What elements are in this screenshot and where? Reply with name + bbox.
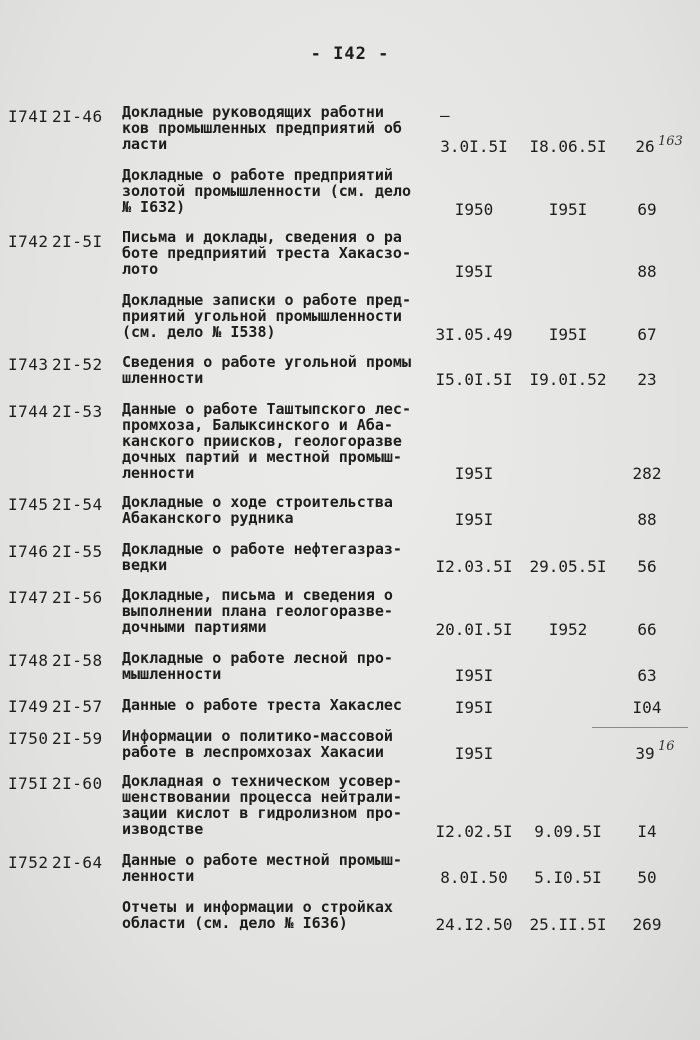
entry-sheet-count: 69 [637, 200, 657, 219]
entry-description: Докладные руководящих работни ков промышленных предприятий об ласти [122, 103, 402, 153]
entry-end-date: I95I [548, 325, 588, 344]
entry-number: I743 [8, 355, 49, 374]
entry-description: Письма и доклады, сведения о ра боте предприятий треста Хакасзо- лото [122, 228, 411, 278]
entry-start-date: 8.0I.50 [440, 868, 508, 887]
entry-sheet-count: 39 [635, 744, 655, 763]
entry-end-date: I95I [548, 200, 588, 219]
entry-description: Данные о работе местной промыш- ленности [122, 851, 402, 885]
entry-number: I746 [8, 542, 49, 561]
entry-description: Докладные, письма и сведения о выполнении плана геологоразве- дочными партиями [122, 586, 393, 636]
entry-number: I742 [8, 232, 49, 251]
entry-code: 2I-57 [52, 697, 103, 716]
entry-description: Докладные о работе нефтегазраз- ведки [122, 540, 402, 574]
entry-number: I750 [8, 729, 49, 748]
entry-number: I745 [8, 495, 49, 514]
entry-start-date: I5.0I.5I [435, 370, 513, 389]
entry-sheet-count: I4 [637, 822, 657, 841]
entry-description: Данные о работе Таштыпского лес- промхоза, Балыксинского и Аба- канского приисков, геологоразве дочных партий и местной промыш- ленности [122, 400, 411, 482]
entry-start-date: I2.03.5I [435, 557, 513, 576]
entry-sheet-count: 63 [637, 666, 657, 685]
entry-start-date: I95I [454, 262, 494, 281]
entry-sheet-count: 66 [637, 620, 657, 639]
entry-code: 2I-58 [52, 651, 103, 670]
entry-start-date: 24.I2.50 [435, 915, 513, 934]
entry-code: 2I-54 [52, 495, 103, 514]
entry-start-date: I95I [454, 666, 494, 685]
entry-start-date: 3.0I.5I [440, 137, 508, 156]
entry-code: 2I-64 [52, 853, 103, 872]
entry-start-date: 3I.05.49 [435, 325, 513, 344]
entry-end-date: 5.I0.5I [534, 868, 602, 887]
entry-code: 2I-56 [52, 588, 103, 607]
entry-description: Данные о работе треста Хакаслес [122, 696, 402, 714]
entry-code: 2I-53 [52, 402, 103, 421]
entry-start-date: I95I [454, 698, 494, 717]
entry-number: I747 [8, 588, 49, 607]
entry-start-date: I95I [454, 744, 494, 763]
entry-sheet-count: 269 [632, 915, 662, 934]
entry-start-date: I950 [454, 200, 494, 219]
entry-start-date: I2.02.5I [435, 822, 513, 841]
entry-end-date: 9.09.5I [534, 822, 602, 841]
handwritten-note: 163 [658, 134, 683, 149]
entry-description: Сведения о работе угольной промы шленности [122, 353, 411, 387]
entry-number: I74I [8, 107, 49, 126]
entry-start-date: I95I [454, 510, 494, 529]
entry-sheet-count: 88 [637, 510, 657, 529]
entry-start-date: 20.0I.5I [435, 620, 513, 639]
entry-sheet-count: 50 [637, 868, 657, 887]
entry-end-date: I9.0I.52 [529, 370, 607, 389]
entry-description: Отчеты и информации о стройках области (см. дело № I636) [122, 898, 393, 932]
entry-description: Докладные записки о работе пред- приятий угольной промышленности (см. дело № I538) [122, 291, 411, 341]
entry-description: Докладные о ходе строительства Абаканского рудника [122, 493, 393, 527]
entry-code: 2I-5I [52, 232, 103, 251]
entry-code: 2I-55 [52, 542, 103, 561]
entry-description: Информации о политико-массовой работе в леспромхозах Хакасии [122, 727, 393, 761]
divider-line [592, 727, 688, 728]
handwritten-note: 16 [658, 739, 675, 754]
entry-code: 2I-52 [52, 355, 103, 374]
entry-end-date: 25.II.5I [529, 915, 607, 934]
entry-number: I752 [8, 853, 49, 872]
entry-sheet-count: 67 [637, 325, 657, 344]
entry-end-date: 29.05.5I [529, 557, 607, 576]
page-number: - I42 - [310, 44, 390, 64]
entry-code: 2I-60 [52, 774, 103, 793]
entry-sheet-count: 88 [637, 262, 657, 281]
entry-number: I748 [8, 651, 49, 670]
entry-number: I75I [8, 774, 49, 793]
entry-sheet-count: 56 [637, 557, 657, 576]
entry-description: Докладные о работе лесной про- мышленности [122, 649, 393, 683]
entry-dash: – [440, 106, 450, 125]
entry-sheet-count: I04 [632, 698, 662, 717]
entry-sheet-count: 23 [637, 370, 657, 389]
entry-description: Докладная о техническом усовер- шенствовании процесса нейтрали- зации кислот в гидролизном про- изводстве [122, 772, 402, 838]
entry-code: 2I-59 [52, 729, 103, 748]
entry-number: I749 [8, 697, 49, 716]
entry-number: I744 [8, 402, 49, 421]
entry-end-date: I8.06.5I [529, 137, 607, 156]
entry-code: 2I-46 [52, 107, 103, 126]
entry-sheet-count: 26 [635, 137, 655, 156]
entry-end-date: I952 [548, 620, 588, 639]
entry-start-date: I95I [454, 464, 494, 483]
entry-sheet-count: 282 [632, 464, 662, 483]
entry-description: Докладные о работе предприятий золотой промышленности (см. дело № I632) [122, 166, 411, 216]
